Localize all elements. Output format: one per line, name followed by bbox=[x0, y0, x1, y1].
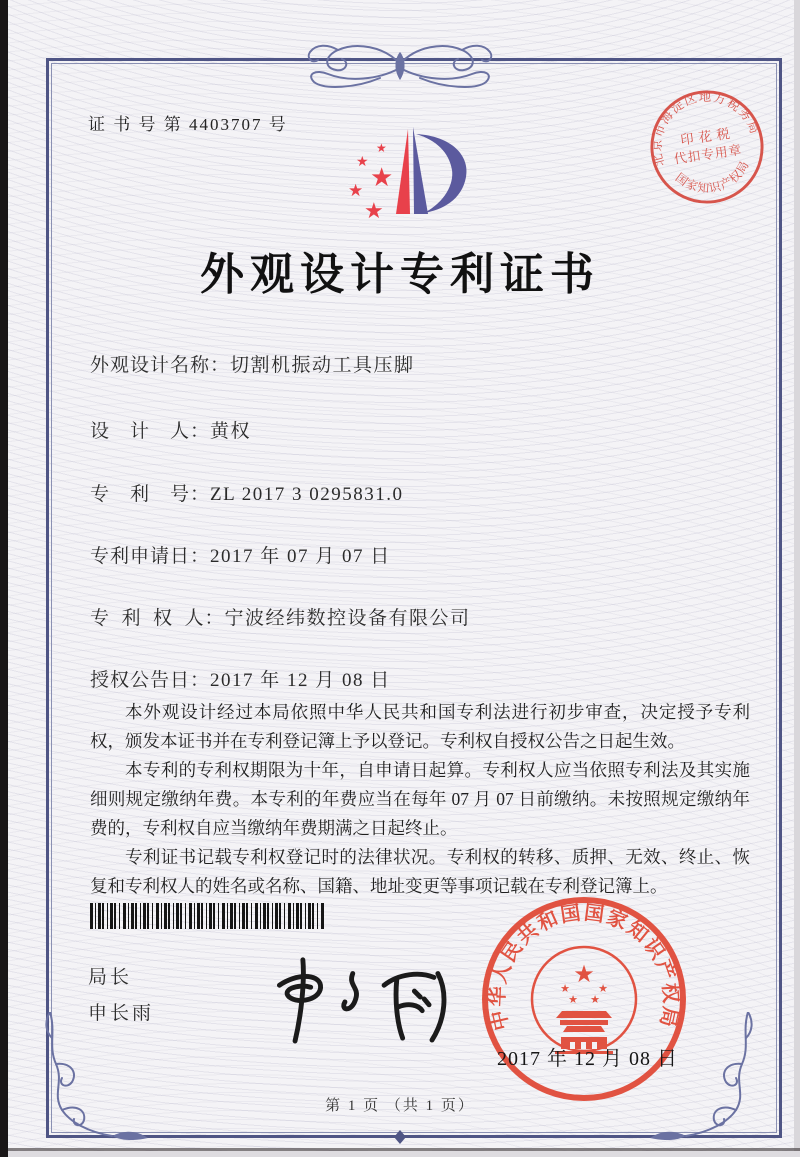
svg-text:★: ★ bbox=[356, 154, 369, 170]
scan-edge-bottom-paper bbox=[8, 1151, 800, 1157]
tax-withholding-stamp bbox=[640, 80, 773, 213]
director-title: 局长 bbox=[88, 967, 133, 988]
scan-edge-left bbox=[0, 0, 8, 1157]
certificate-number: 证 书 号 第 4403707 号 bbox=[88, 115, 288, 134]
legal-paragraph-3: 专利证书记载专利权登记时的法律状况。专利权的转移、质押、无效、终止、恢复和专利权人的姓名或名称、国籍、地址变更等事项记载在专利登记簿上。 bbox=[90, 847, 750, 896]
field-patent-number-label: 专 利 号： bbox=[90, 484, 211, 505]
tax-stamp-ring-bottom-text: 国家知识产权局 bbox=[672, 158, 753, 196]
scan-edge-right bbox=[794, 0, 800, 1157]
barcode bbox=[90, 903, 324, 929]
svg-text:★: ★ bbox=[590, 993, 600, 1006]
field-designer-label: 设 计 人： bbox=[90, 421, 211, 442]
svg-text:★: ★ bbox=[573, 960, 595, 988]
legal-paragraph-2: 本专利的专利权期限为十年，自申请日起算。专利权人应当依照专利法及其实施细则规定缴纳年费。本专利的年费应当在每年 07 月 07 日前缴纳。未按照规定缴纳年费的，专利权自应当缴纳年费期满之日起终止。 bbox=[90, 760, 750, 838]
seal-ring-text: 中华人民共和国国家知识产权局 bbox=[486, 901, 682, 1033]
field-filing-date bbox=[90, 541, 391, 568]
svg-text:★: ★ bbox=[376, 141, 387, 155]
field-grant-date bbox=[90, 665, 391, 692]
top-flourish-ornament bbox=[280, 34, 520, 98]
tax-stamp-center-line2: 代扣专用章 bbox=[673, 143, 744, 167]
field-design-name bbox=[90, 350, 415, 377]
field-design-name-label: 外观设计名称： bbox=[90, 355, 231, 376]
field-grant-date-value: 2017 年 12 月 08 日 bbox=[210, 670, 391, 691]
page-number: 第 1 页 （共 1 页） bbox=[325, 1098, 475, 1114]
seal-date: 2017 年 12 月 08 日 bbox=[497, 1048, 678, 1070]
legal-paragraph-1: 本外观设计经过本局依照中华人民共和国专利法进行初步审查，决定授予专利权，颁发本证书并在专利登记簿上予以登记。专利权自授权公告之日起生效。 bbox=[90, 702, 750, 751]
svg-text:★: ★ bbox=[568, 993, 578, 1006]
bottom-left-flourish-ornament bbox=[40, 1012, 150, 1140]
svg-text:★: ★ bbox=[364, 199, 384, 224]
svg-text:★: ★ bbox=[560, 982, 570, 995]
cnipa-patent-logo-icon bbox=[340, 122, 490, 228]
field-patentee-value: 宁波经纬数控设备有限公司 bbox=[224, 608, 471, 629]
field-patentee bbox=[90, 603, 471, 630]
bottom-center-ornament bbox=[386, 1128, 414, 1146]
field-designer-value: 黄权 bbox=[210, 421, 252, 442]
legal-text-block bbox=[90, 698, 750, 901]
svg-text:★: ★ bbox=[598, 982, 608, 995]
certificate-title: 外观设计专利证书 bbox=[200, 250, 600, 299]
field-filing-date-value: 2017 年 07 月 07 日 bbox=[210, 546, 391, 567]
field-patentee-label: 专 利 权 人： bbox=[90, 608, 225, 629]
tax-stamp-ring-top-text: 北京市海淀区地方税务局 bbox=[649, 89, 763, 168]
field-patent-number-value: ZL 2017 3 0295831.0 bbox=[210, 484, 404, 505]
svg-text:★: ★ bbox=[348, 181, 364, 201]
field-design-name-value: 切割机振动工具压脚 bbox=[230, 355, 415, 376]
director-signature bbox=[252, 948, 477, 1046]
cnipa-official-seal bbox=[477, 892, 691, 1106]
field-filing-date-label: 专利申请日： bbox=[90, 546, 211, 567]
tax-stamp-center-line1: 印花税 bbox=[679, 125, 736, 148]
field-grant-date-label: 授权公告日： bbox=[90, 670, 211, 691]
field-patent-number bbox=[90, 479, 404, 506]
director-name: 申长雨 bbox=[88, 1003, 155, 1024]
national-emblem-icon bbox=[560, 960, 608, 1006]
svg-text:★: ★ bbox=[370, 163, 394, 193]
field-designer bbox=[90, 416, 251, 443]
